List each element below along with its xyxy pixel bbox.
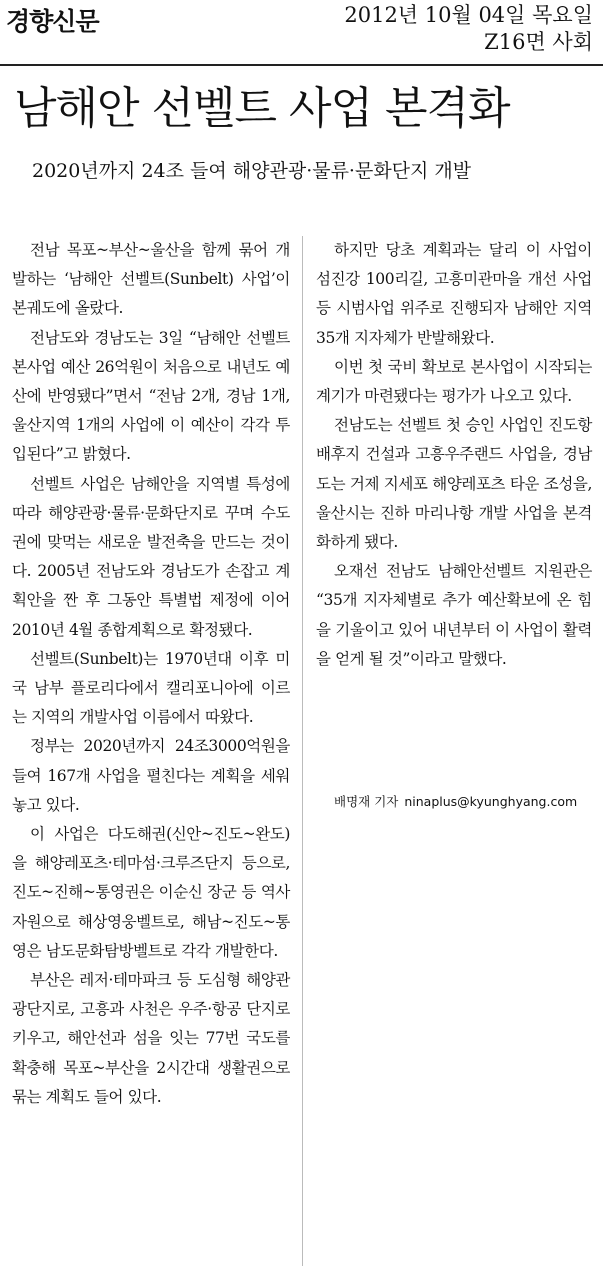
publication-date: 2012년 10월 04일 목요일 (344, 3, 593, 27)
paragraph: 선벨트 사업은 남해안을 지역별 특성에 따라 해양관광·물류·문화단지로 꾸며 수도권에 맞먹는 새로운 발전축을 만드는 것이다. 2005년 전남도와 경남도가 손잡고 계획안을 짠 후 그동안 특별법 제정에 이어 2010년 4월 종합계획으로 확정됐다. (12, 474, 290, 639)
paragraph: 이 사업은 다도해권(신안~진도~완도)을 해양레포츠·테마섬·크루즈단지 등으로, 진도~진해~통영권은 이순신 장군 등 역사자원으로 해상영웅벨트로, 해남~진도~통영은 남도문화탐방벨트로 각각 개발한다. (12, 825, 290, 960)
column-right (316, 236, 592, 674)
paragraph: 선벨트(Sunbelt)는 1970년대 이후 미국 남부 플로리다에서 캘리포니아에 이르는 지역의 개발사업 이름에서 따왔다. (12, 649, 290, 727)
paragraph: 정부는 2020년까지 24조3000억원을 들여 167개 사업을 펼친다는 계획을 세워놓고 있다. (12, 737, 290, 814)
byline (334, 792, 577, 810)
paragraph: 전남도는 선벨트 첫 승인 사업인 진도항 배후지 건설과 고흥우주랜드 사업을, 경남도는 거제 지세포 해양레포츠 타운 조성을, 울산시는 진하 마리나항 개발 사업을 본격화하게 됐다. (316, 416, 592, 552)
page-section: Z16면 사회 (484, 30, 593, 54)
paragraph: 오재선 전남도 남해안선벨트 지원관은 “35개 지자체별로 추가 예산확보에 온 힘을 기울이고 있어 내년부터 이 사업이 활력을 얻게 될 것”이라고 말했다. (316, 562, 592, 668)
column-divider (302, 236, 303, 1266)
paragraph: 이번 첫 국비 확보로 본사업이 시작되는 계기가 마련됐다는 평가가 나오고 있다. (316, 357, 592, 406)
paragraph: 전남 목포~부산~울산을 함께 묶어 개발하는 ‘남해안 선벨트(Sunbelt) 사업’이 본궤도에 올랐다. (12, 241, 290, 318)
paragraph: 전남도와 경남도는 3일 “남해안 선벨트 본사업 예산 26억원이 처음으로 내년도 예산에 반영됐다”면서 “전남 2개, 경남 1개, 울산지역 1개의 사업에 이 예산이 각각 투입된다”고 밝혔다. (12, 328, 290, 464)
headline: 남해안 선벨트 사업 본격화 (14, 83, 510, 134)
paragraph: 부산은 레저·테마파크 등 도심형 해양관광단지로, 고흥과 사천은 우주·항공 단지로 키우고, 해안선과 섬을 잇는 77번 국도를 확충해 목포~부산을 2시간대 생활권으로 묶는 계획도 들어 있다. (12, 971, 290, 1106)
byline-author: 배명재 기자 (334, 794, 399, 809)
dateline (344, 2, 593, 56)
column-left (12, 236, 290, 1112)
header-rule (0, 64, 603, 66)
byline-email[interactable]: ninaplus@kyunghyang.com (404, 794, 578, 809)
masthead: 경향신문 (6, 7, 99, 36)
paragraph: 하지만 당초 계획과는 달리 이 사업이 섬진강 100리길, 고흥미관마을 개선 사업 등 시범사업 위주로 진행되자 남해안 지역 35개 지자체가 반발해왔다. (316, 241, 592, 347)
subhead: 2020년까지 24조 들여 해양관광·물류·문화단지 개발 (32, 160, 472, 182)
